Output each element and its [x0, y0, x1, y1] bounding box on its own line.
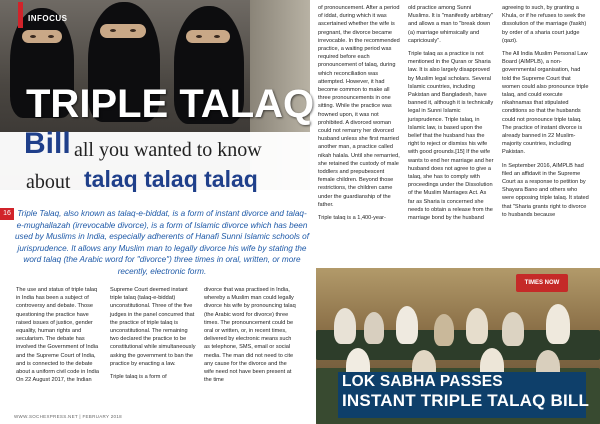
paragraph: of pronouncement. After a period of iddat, during which it was ascertained whether the wife is pregnant, the divorce became irrevocable. In the recommended practice, a waiting period was required before each pronouncement of talaq, during which reconciliation was attempted. However, it had become common to make all three pronouncements in one sitting. While the practice was frowned upon, it was not prohibited. A divorced woman could not remarry her divorced husband unless she first married another man, a practice called nikah halala. Until she remarried, she retained the custody of male toddlers and prepubescent female children. Beyond those restrictions, the children came under the guardianship of the father.: [318, 5, 400, 208]
page-footer: WWW.SOCHEXPRESS.NET | FEBRUARY 2018: [14, 414, 122, 419]
article-column-3: [204, 286, 296, 389]
paragraph: divorce that was practised in India, whereby a Muslim man could legally divorce his wife by pronouncing talaq (the Arabic word for divorce) three times. The pronouncement could be oral or written, or, in recent times, delivered by electronic means such as telephone, SMS, email or social media. The man did not need to cite any cause for the divorce and the wife need not have been present at the time: [204, 287, 296, 384]
paragraph: Triple talaq as a practice is not mentioned in the Quran or Sharia law. It is also largely disapproved by Muslim legal scholars. Several Islamic countries, including Pakistan and Bangladesh, have banned it, although it is technically legal in Sunni Islamic jurisprudence. Triple talaq, in Islamic law, is based upon the belief that the husband has the right to reject or dismiss his wife with good grounds.[15] If the wife wants to end her marriage and her husband does not agree to give a talaq, she has to comply with proceedings under the Dissolution of the Muslim Marriages Act. As far as Sharia is concerned she needs to obtain a release from the marriage bond by the husband: [408, 51, 494, 222]
paragraph: Triple talaq is a 1,400-year-: [318, 215, 386, 222]
section-label: INFOCUS: [28, 14, 68, 23]
article-column-5: [408, 4, 494, 227]
subtitle-bill: Bill: [24, 127, 71, 160]
article-column-1: [16, 286, 102, 389]
photo-figure-eyes: [100, 24, 146, 38]
section-marker: [18, 2, 23, 28]
paragraph: In September 2016, AIMPLB had filed an affidavit in the Supreme Court as a response to petition by Shayara Bano and others who were opposing triple talaq. It stated that "Sharia grants right to divorce to husbands because: [502, 162, 589, 218]
article-title: TRIPLE TALAQ: [26, 82, 315, 126]
paragraph: Supreme Court deemed instant triple talaq (talaq-e-biddat) unconstitutional. Three of the five judges in the panel concurred that the practice of triple talaq is unconstitutional. The remaining two declared the practice to be constitutional while simultaneously asking the government to ban the practice by enacting a law.: [110, 287, 196, 367]
paragraph: old practice among Sunni Muslims. It is "manifestly arbitrary" and allows a man to "break down (a) marriage whimsically and capriciously".: [408, 5, 494, 44]
article-column-4: [318, 4, 400, 227]
banner-line2: INSTANT TRIPLE TALAQ BILL: [342, 391, 590, 410]
photo-figure-eyes: [186, 30, 230, 43]
channel-logo: TIMES NOW: [516, 274, 568, 292]
subtitle-line1: all you wanted to know: [74, 139, 262, 161]
standfirst: Triple Talaq, also known as talaq-e-biddat, is a form of instant divorce and talaq-e-mughallazah (irrevocable divorce), is a form of Islamic divorce which has been used by Muslims in India, especially adherents of Hanafi Sunni Islamic schools of jurisprudence. It allows any Muslim man to legally divorce his wife by stating the word talaq (the Arabic word for "divorce") three times in oral, written, or more recently, electronic form.: [15, 209, 309, 276]
paragraph: The use and status of triple talaq in India has been a subject of controversy and debate. Those questioning the practice have raised issues of justice, gender equality, human rights and secularism. The debate has involved the Government of India and the Supreme Court of India, and is connected to the debate about a uniform civil code in India On 22 August 2017, the Indian: [16, 287, 100, 384]
page-number: 16: [0, 208, 14, 220]
article-column-2: [110, 286, 196, 386]
subtitle-line2: talaq talaq talaq: [84, 166, 258, 192]
photo-figure-eyes: [22, 30, 62, 43]
article-column-6: [502, 4, 590, 224]
paragraph: Triple talaq is a form of: [110, 374, 167, 381]
subtitle-about: about: [26, 171, 71, 193]
banner-line1: LOK SABHA PASSES: [342, 373, 503, 390]
paragraph: The All India Muslim Personal Law Board (AIMPLB), a non-governmental organisation, had told the Supreme Court that women could also pronounce triple talaq, and could execute nikahnamas that stipulated conditions so that the husbands could not pronounce triple talaq. The practice of instant divorce is already banned in 22 Muslim-majority countries, including Pakistan.: [502, 51, 589, 156]
paragraph: agreeing to such, by granting a Khula, or if he refuses to seek the dissolution of the marriage (faskh) by order of a sharia court judge (qazi).: [502, 5, 587, 44]
